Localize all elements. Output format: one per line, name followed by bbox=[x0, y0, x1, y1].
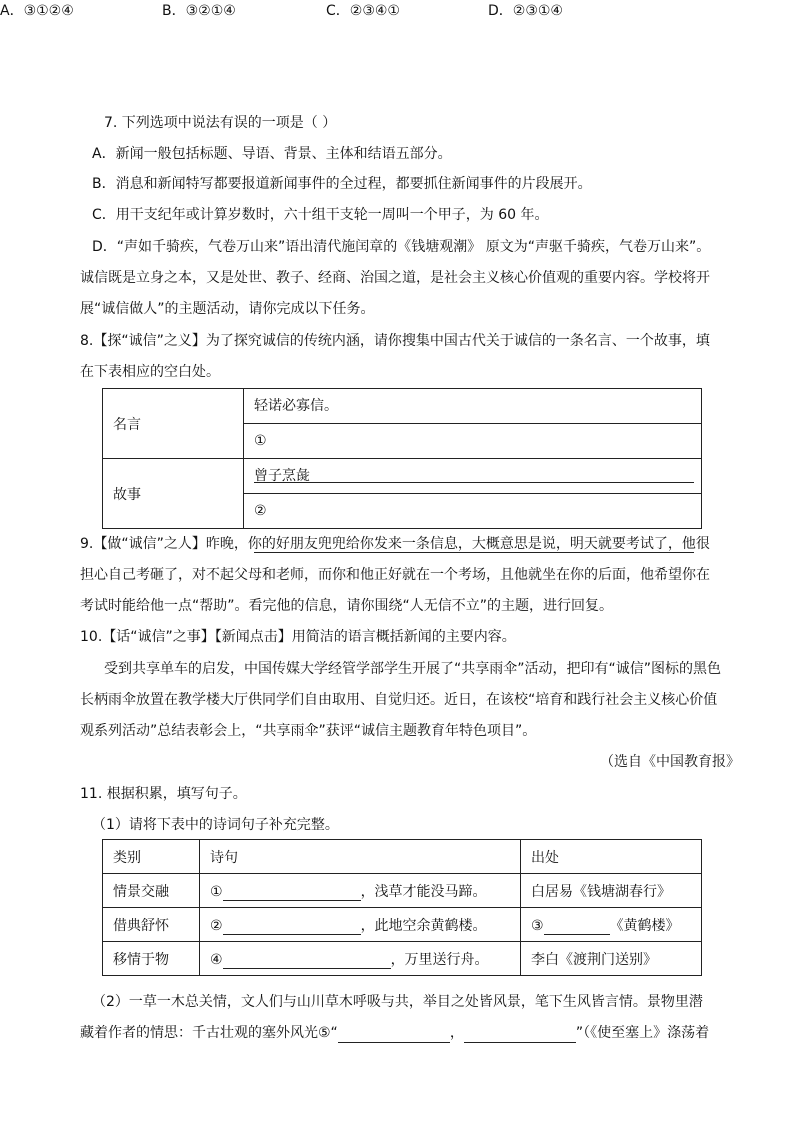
q10-source: （选自《中国教育报》 bbox=[600, 754, 740, 770]
q11-row1-mark: ① bbox=[210, 883, 223, 900]
q9-line-3: 考试时能给他一点“帮助”。看完他的信息，请你围绕“人无信不立”的主题，进行回复。 bbox=[80, 598, 614, 614]
q9-line-2: 担心自己考砸了，对不起父母和老师，而你和他正好就在一个考场，且他就坐在你的后面，他希望你在 bbox=[80, 567, 710, 583]
q10-news-line-1: 受到共享单车的启发，中国传媒大学经管学部学生开展了“共享雨伞”活动，把印有“诚信”图标的黑色 bbox=[104, 661, 722, 677]
q11-blank-5b[interactable] bbox=[464, 1026, 576, 1043]
q11-row1-source: 白居易《钱塘湖春行》 bbox=[521, 874, 702, 908]
q11-row2-category: 借典舒怀 bbox=[103, 908, 200, 942]
q8-label-story: 故事 bbox=[103, 459, 244, 529]
q7-option-b: B．消息和新闻特写都要报道新闻事件的全过程，都要抓住新闻事件的片段展开。 bbox=[92, 176, 592, 192]
q7-option-a: A．新闻一般包括标题、导语、背景、主体和结语五部分。 bbox=[92, 146, 452, 162]
intro-line-1: 诚信既是立身之本，又是处世、教子、经商、治国之道，是社会主义核心价值观的重要内容。学校将开 bbox=[80, 270, 710, 286]
q6-option-a: A．③①②④ bbox=[0, 3, 74, 19]
q7-stem: 7. 下列选项中说法有误的一项是（ ） bbox=[104, 115, 337, 131]
q11-row3-after: ，万里送行舟。 bbox=[390, 951, 489, 968]
q11-header-verse: 诗句 bbox=[200, 840, 521, 874]
q8-stem-line-2: 在下表相应的空白处。 bbox=[80, 364, 220, 380]
table-row bbox=[103, 874, 702, 908]
q11-row2-after: ，此地空余黄鹤楼。 bbox=[360, 917, 487, 934]
q11-row2-source-blank[interactable] bbox=[544, 918, 610, 935]
q7-option-d: D．“声如千骑疾，气卷万山来”语出清代施闰章的《钱塘观潮》 原文为“声驱千骑疾，气卷万山来”。 bbox=[92, 239, 711, 255]
q11-header-category: 类别 bbox=[103, 840, 200, 874]
q6-option-d: D．②③①④ bbox=[488, 3, 563, 19]
intro-line-2: 展“诚信做人”的主题活动，请你完成以下任务。 bbox=[80, 301, 375, 317]
q8-quote-blank-mark: ① bbox=[254, 433, 267, 449]
table-row bbox=[103, 942, 702, 976]
q6-option-b: B．③②①④ bbox=[162, 3, 236, 19]
q8-story-blank-row[interactable] bbox=[244, 493, 701, 528]
q8-label-quote: 名言 bbox=[103, 389, 244, 459]
q11-part2-comma: ， bbox=[449, 1025, 464, 1041]
q11-row1-after: ，浅草才能没马蹄。 bbox=[360, 883, 487, 900]
q6-option-c: C．②③④① bbox=[326, 3, 400, 19]
q8-quote-given: 轻诺必寡信。 bbox=[254, 398, 338, 414]
q11-row2-blank[interactable] bbox=[223, 918, 361, 935]
q11-row3-mark: ④ bbox=[210, 951, 223, 968]
q11-row2-source-mark: ③ bbox=[531, 917, 544, 934]
q10-news-line-3: 观系列活动”总结表彰会上，“共享雨伞”获评“诚信主题教育年特色项目”。 bbox=[80, 723, 537, 739]
q9-line-1: 9.【做“诚信”之人】昨晚，你的好朋友兜兜给你发来一条信息，大概意思是说，明天就要考试了，他很 bbox=[80, 536, 710, 552]
q11-part1: （1）请将下表中的诗词句子补充完整。 bbox=[92, 817, 339, 833]
q11-row3-blank[interactable] bbox=[223, 952, 391, 969]
q6-options bbox=[0, 0, 620, 22]
q11-part2-text: 藏着作者的情思：千古壮观的塞外风光⑤“ bbox=[80, 1025, 338, 1041]
q8-quote-blank-row[interactable] bbox=[244, 423, 701, 458]
q8-story-given: 曾子烹彘 bbox=[254, 468, 310, 484]
q11-part2-line-1: （2）一草一木总关情，文人们与山川草木呼吸与共，举目之处皆风景，笔下生风皆言情。景物里潜 bbox=[92, 994, 703, 1010]
q8-story-blank-mark: ② bbox=[254, 503, 267, 519]
q11-row1-blank[interactable] bbox=[223, 884, 361, 901]
q11-blank-5a[interactable] bbox=[338, 1026, 450, 1043]
q11-part2-tail: ”（《使至塞上》涤荡着 bbox=[575, 1025, 710, 1041]
q7-option-c: C．用干支纪年或计算岁数时，六十组干支轮一周叫一个甲子，为 60 年。 bbox=[92, 207, 549, 223]
q8-stem-line-1: 8.【探“诚信”之义】为了探究诚信的传统内涵，请你搜集中国古代关于诚信的一条名言、一个故事，填 bbox=[80, 333, 710, 349]
q10-news-line-2: 长柄雨伞放置在教学楼大厅供同学们自由取用、自觉归还。近日，在该校“培育和践行社会主义核心价值 bbox=[80, 692, 718, 708]
table-row bbox=[103, 908, 702, 942]
q11-header-source: 出处 bbox=[521, 840, 702, 874]
q11-stem: 11. 根据积累，填写句子。 bbox=[80, 786, 247, 802]
q8-table bbox=[102, 388, 702, 529]
q11-row2-mark: ② bbox=[210, 917, 223, 934]
q11-row2-source: 《黄鹤楼》 bbox=[609, 917, 680, 934]
q11-poem-table bbox=[102, 839, 702, 976]
q11-row3-source: 李白《渡荆门送别》 bbox=[521, 942, 702, 976]
q11-row1-category: 情景交融 bbox=[103, 874, 200, 908]
q11-row3-category: 移情于物 bbox=[103, 942, 200, 976]
q11-part2-line-2 bbox=[80, 1023, 709, 1043]
q10-stem: 10.【话“诚信”之事】【新闻点击】用简洁的语言概括新闻的主要内容。 bbox=[80, 629, 516, 645]
